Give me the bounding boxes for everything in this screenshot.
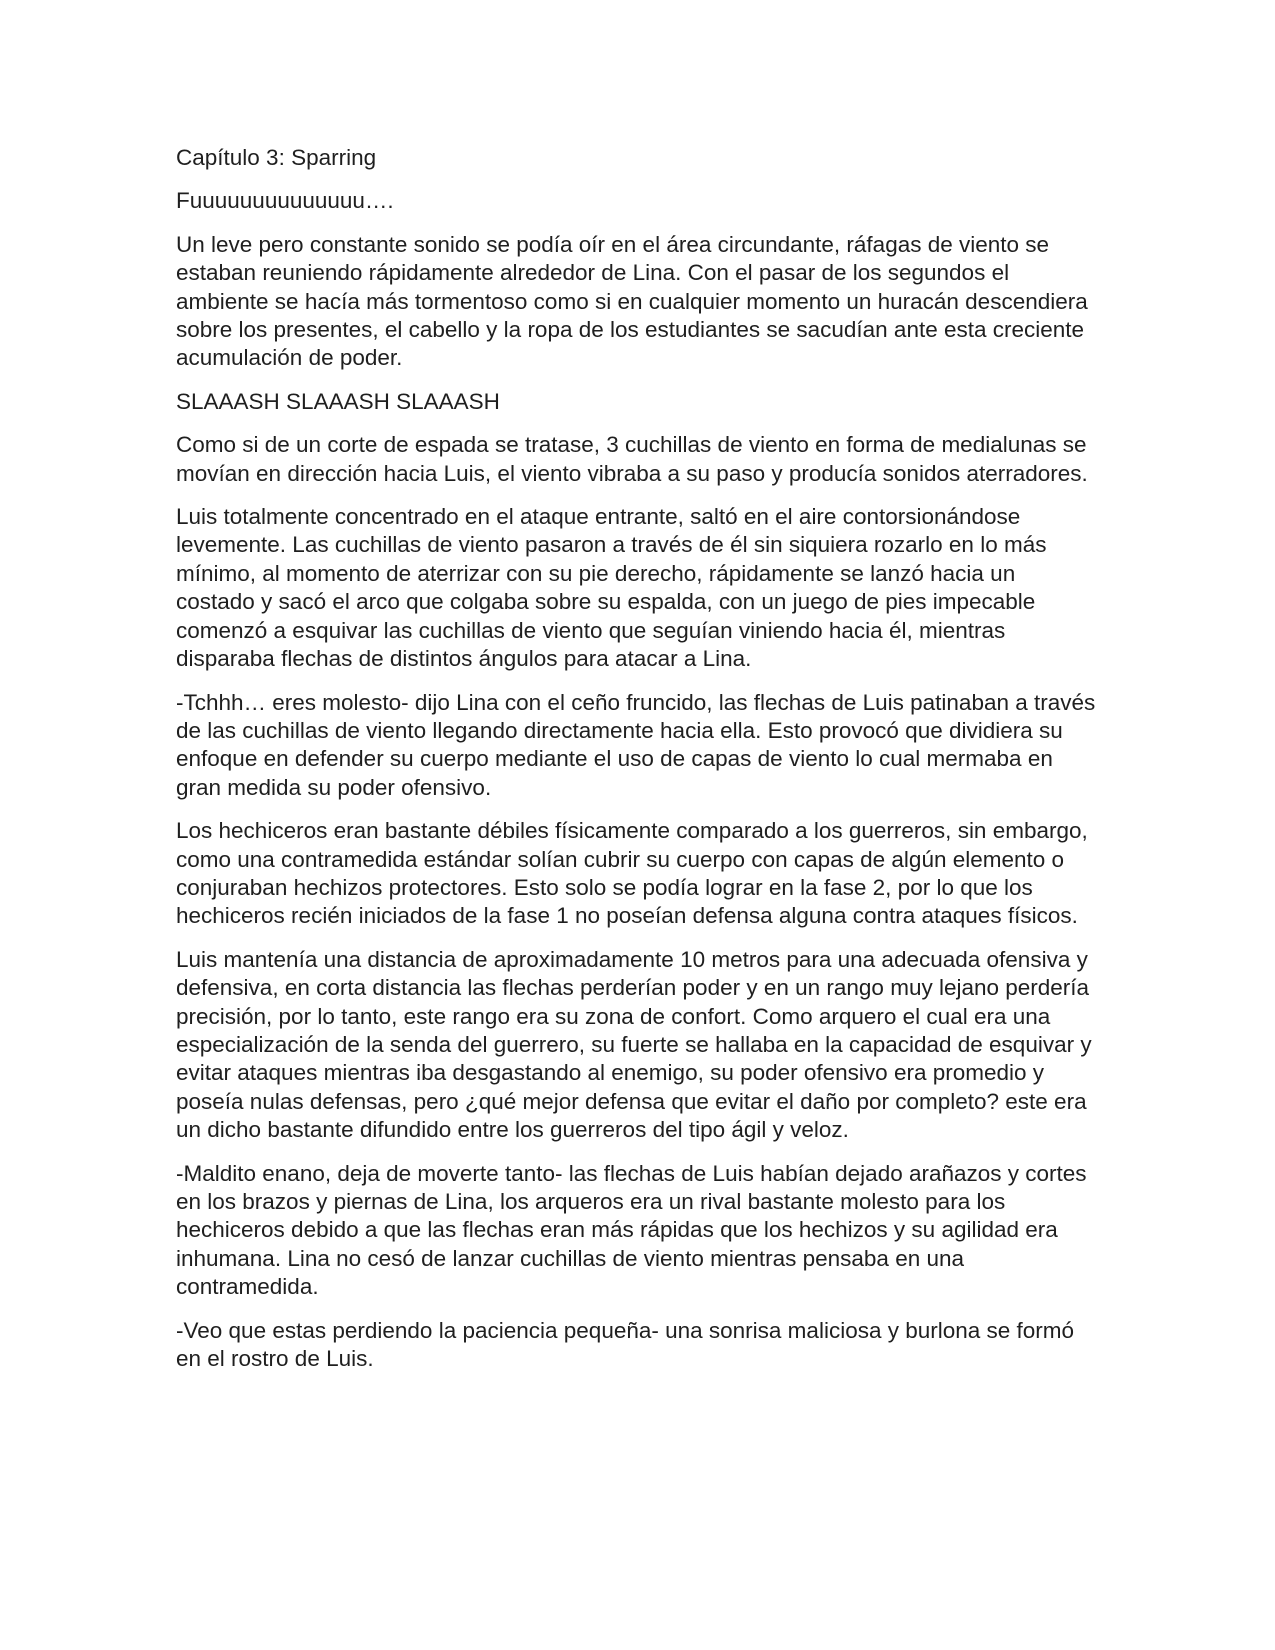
paragraph-8: Luis mantenía una distancia de aproximadamente 10 metros para una adecuada ofensiva y defensiva, en corta distancia las flechas perderían poder y en un rango muy lejano perdería precisión, por lo tanto, este rango era su zona de confort. Como arquero el cual era una especialización de la senda del guerrero, su fuerte se hallaba en la capacidad de esquivar y evitar ataques mientras iba desgastando al enemigo, su poder ofensivo era promedio y poseía nulas defensas, pero ¿qué mejor defensa que evitar el daño por completo? este era un dicho bastante difundido entre los guerreros del tipo ágil y veloz.	[176, 946, 1092, 1143]
paragraph-6: -Tchhh… eres molesto- dijo Lina con el ceño fruncido, las flechas de Luis patinaban a través de las cuchillas de viento llegando directamente hacia ella. Esto provocó que dividiera su enfoque en defender su cuerpo mediante el uso de capas de viento lo cual mermaba en gran medida su poder ofensivo.	[176, 689, 1096, 800]
paragraph-9: -Maldito enano, deja de moverte tanto- las flechas de Luis habían dejado arañazos y cortes en los brazos y piernas de Lina, los arqueros era un rival bastante molesto para los hechiceros debido a que las flechas eran más rápidas que los hechizos y su agilidad era inhumana. Lina no cesó de lanzar cuchillas de viento mientras pensaba en una contramedida.	[176, 1160, 1087, 1300]
paragraph-7: Los hechiceros eran bastante débiles físicamente comparado a los guerreros, sin embargo, como una contramedida estándar solían cubrir su cuerpo con capas de algún elemento o conjuraban hechizos protectores. Esto solo se podía lograr en la fase 2, por lo que los hechiceros recién iniciados de la fase 1 no poseían defensa alguna contra ataques físicos.	[176, 818, 1088, 929]
paragraph-1: Fuuuuuuuuuuuuuu….	[176, 188, 394, 214]
paragraph-10: -Veo que estas perdiendo la paciencia pequeña- una sonrisa maliciosa y burlona se formó en el rostro de Luis.	[176, 1317, 1075, 1372]
paragraph-5: Luis totalmente concentrado en el ataque entrante, saltó en el aire contorsionándose levemente. Las cuchillas de viento pasaron a través de él sin siquiera rozarlo en lo más mínimo, al momento de aterrizar con su pie derecho, rápidamente se lanzó hacia un costado y sacó el arco que colgaba sobre su espalda, con un juego de pies impecable comenzó a esquivar las cuchillas de viento que seguían viniendo hacia él, mientras disparaba flechas de distintos ángulos para atacar a Lina.	[176, 504, 1047, 672]
chapter-title: Capítulo 3: Sparring	[176, 145, 377, 170]
paragraph-4: Como si de un corte de espada se tratase, 3 cuchillas de viento en forma de medialunas se movían en dirección hacia Luis, el viento vibraba a su paso y producía sonidos aterradores.	[176, 432, 1088, 486]
paragraph-2: Un leve pero constante sonido se podía oír en el área circundante, ráfagas de viento se estaban reuniendo rápidamente alrededor de Lina. Con el pasar de los segundos el ambiente se hacía más tormentoso como si en cualquier momento un huracán descendiera sobre los presentes, el cabello y la ropa de los estudiantes se sacudían ante esta creciente acumulación de poder.	[176, 231, 1088, 371]
paragraph-3: SLAAASH SLAAASH SLAAASH	[176, 388, 500, 414]
document-page	[176, 144, 1096, 1388]
